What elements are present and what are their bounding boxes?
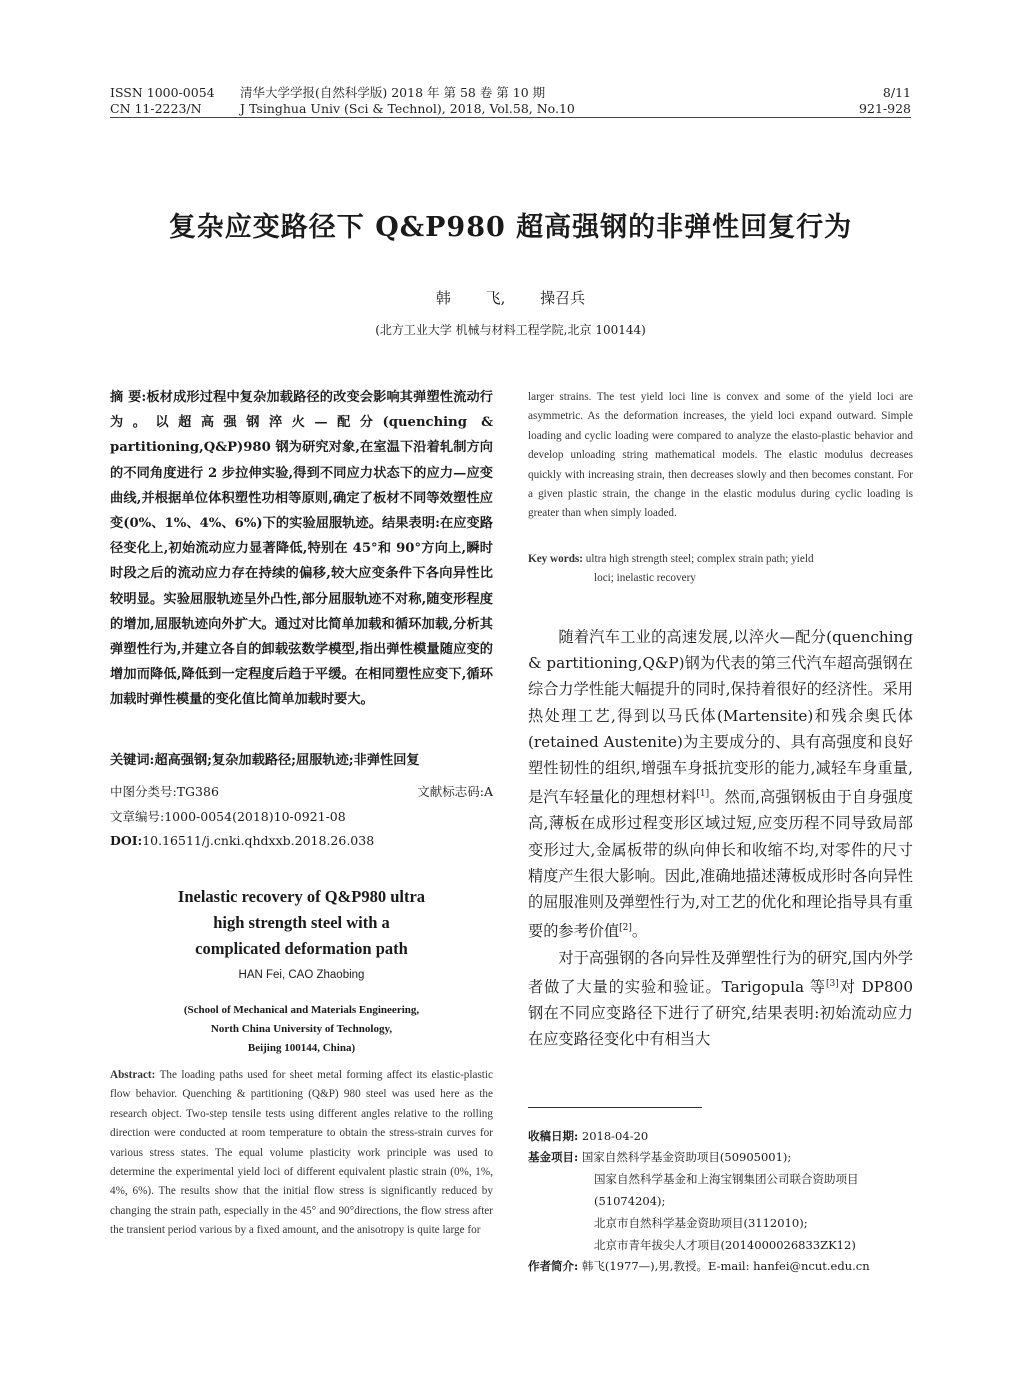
abstract-en-text-left: The loading paths used for sheet metal forming affect its elastic-plastic flow behavior. Quenching & partitioning (Q&P) 980 steel was used here as the research object. Two-step tensile tests using different angles relative to the rolling direction were conducted at room temperature to obtain the stress-strain curves for various stress states. The equal volume plasticity work principle was used to determine the experimental yield loci of different equivalent plastic strain (0%, 1%, 4%, 6%). The results show that the initial flow stress is significantly reduced by changing the strain path, especially in the 45° and 90°directions, the flow stress after the transient period various by a fixed amount, and the anisotropy is quite large for [110,1069,493,1237]
abstract-cn [110,385,493,713]
body-text [528,624,913,1052]
received-label: 收稿日期: [528,1129,579,1143]
page-fraction: 8/11 [882,85,911,100]
clc-row [110,781,493,803]
paper-authors: 韩 飞, 操召兵 [435,289,586,307]
doi-row [110,830,493,852]
journal-name-en: J Tsinghua Univ (Sci & Technol), 2018, Vol.58, No.10 [240,101,575,116]
body-p1-text: 随着汽车工业的高速发展,以淬火—配分(quenching & partitioning,Q&P)钢为代表的第三代汽车超高强钢在综合力学性能大幅提升的同时,保持着很好的经济性。采用热处理工艺,得到以马氏体(Martensite)和残余奥氏体(retained Austenite)为主要成分的、具有高强度和良好塑性韧性的组织,增强车身抵抗变形的能力,减轻车身重量,是汽车轻量化的理想材料 [528,628,913,807]
english-title-line: complicated deformation path [195,939,408,958]
received-value: 2018-04-20 [581,1129,649,1143]
keywords-cn-label: 关键词: [110,753,155,768]
doc-code [417,781,493,803]
english-authors: HAN Fei, CAO Zhaobing [238,969,365,981]
english-affiliation [110,1001,493,1058]
article-no-row [110,806,493,828]
keywords-en-line2: loci; inelastic recovery [594,572,696,585]
author-bio [528,1257,913,1275]
article-no-label: 文章编号: [110,809,165,824]
keywords-en [528,550,913,589]
fund-info [528,1148,913,1254]
author-bio-text: 韩飞(1977—),男,教授。E-mail: hanfei@ncut.edu.cn [581,1259,870,1273]
author-affiliation: (北方工业大学 机械与材料工程学院,北京 100144) [375,323,646,337]
abstract-cn-text: 板材成形过程中复杂加载路径的改变会影响其弹塑性流动行为。以超高强钢淬火—配分(quenching & partitioning,Q&P)980 钢为研究对象,在室温下沿着轧制方向的不同角度进行 2 步拉伸实验,得到不同应力状态下的应力—应变曲线,并根据单位体积塑性功相等原则,确定了板材不同等效塑性应变(0%、1%、4%、6%)下的实验屈服轨迹。结果表明:在应变路径变化上,初始流动应力显著降低,特别在 45°和 90°方向上,瞬时时段之后的流动应力存在持续的偏移,较大应变条件下各向异性比较明显。实验屈服轨迹呈外凸性,部分屈服轨迹不对称,随变形程度的增加,屈服轨迹向外扩大。通过对比简单加载和循环加载,分析其弹塑性行为,并建立各自的卸载弦数学模型,指出弹性模量随应变的增加而降低,降低到一定程度后趋于平缓。在相同塑性应变下,循环加载时弹性模量的变化值比简单加载时要大。 [110,390,493,708]
page-range: 921-928 [859,101,911,116]
english-affiliation-line: (School of Mechanical and Materials Engineering, [183,1004,420,1016]
fund-item: (51074204); [594,1194,666,1208]
header-divider [110,117,911,118]
keywords-en-line1: ultra high strength steel; complex strain path; yield [585,553,814,565]
fund-item: 国家自然科学基金和上海宝钢集团公司联合资助项目 [594,1172,859,1186]
citation-ref-3[interactable]: [3] [826,978,839,989]
keywords-en-label: Key words: [528,553,583,565]
fund-item: 国家自然科学基金资助项目(50905001); [581,1150,792,1164]
clc-label: 中图分类号: [110,784,177,799]
body-paragraph-2 [528,945,913,1053]
doc-code-value: A [483,784,493,799]
clc-value: TG386 [176,784,219,799]
abstract-en-right: larger strains. The test yield loci line is convex and some of the yield loci are asymmetric. As the deformation increases, the yield loci expand outward. Simple loading and cyclic loading were compared to analyze the elasto-plastic behavior and develop unloading string mathematical models. The elastic modulus decreases quickly with increasing strain, then decreases slowly and then becomes constant. For a given plastic strain, the change in the elastic modulus during cyclic loading is greater than when simply loaded. [528,391,913,520]
english-affiliation-line: North China University of Technology, [210,1023,393,1035]
body-paragraph-1 [528,624,913,945]
abstract-en-left [110,1066,493,1241]
body-p1-end: 。 [631,922,648,941]
fund-item: 北京市自然科学基金资助项目(3112010); [594,1216,808,1230]
doc-code-label: 文献标志码: [417,784,484,799]
cn-number: CN 11-2223/N [110,101,202,116]
english-title-line: high strength steel with a [213,913,390,932]
english-title-line: Inelastic recovery of Q&P980 ultra [177,887,426,906]
footnote-divider [528,1107,702,1108]
english-affiliation-line: Beijing 100144, China) [247,1042,356,1054]
author-bio-label: 作者简介: [528,1259,579,1273]
abstract-en-label: Abstract: [110,1069,156,1081]
received-date [528,1127,913,1145]
doi-value: 10.16511/j.cnki.qhdxxb.2018.26.038 [142,833,375,848]
citation-ref-2[interactable]: [2] [619,923,632,934]
keywords-cn [110,749,493,773]
english-title [110,884,493,962]
article-no-value: 1000-0054(2018)10-0921-08 [164,809,346,824]
body-p2-cont: 对 DP800 钢在不同应变路径下进行了研究,结果表明:初始流动应力在应变路径变化中有相当大 [528,977,914,1049]
abstract-cn-label: 摘 要: [110,390,147,405]
issn: ISSN 1000-0054 [110,85,215,100]
journal-name-cn: 清华大学学报(自然科学版) 2018 年 第 58 卷 第 10 期 [240,85,546,100]
body-p2-text: 对于高强钢的各向异性及弹塑性行为的研究,国内外学者做了大量的实验和验证。Tarigopula 等 [528,948,913,996]
fund-item: 北京市青年拔尖人才项目(2014000026833ZK12) [594,1238,856,1252]
citation-ref-1[interactable]: [1] [696,789,710,800]
header-issn-block [110,85,215,117]
doi-label: DOI: [110,833,143,848]
paper-title: 复杂应变路径下 Q&P980 超高强钢的非弹性回复行为 [168,212,853,243]
body-p1-cont: 。然而,高强钢板由于自身强度高,薄板在成形过程变形区域过短,应变历程不同导致局部变形过大,金属板带的纵向伸长和收缩不均,对零件的尺寸精度产生很大影响。因此,准确地描述薄板成形时各向异性的屈服准则及弹塑性行为,对工艺的优化和理论指导具有重要的参考价值 [528,788,914,941]
header-journal-block [240,85,575,117]
fund-label: 基金项目: [528,1150,579,1164]
header-page-block [859,85,911,117]
keywords-cn-text: 超高强钢;复杂加载路径;屈服轨迹;非弹性回复 [154,753,420,768]
